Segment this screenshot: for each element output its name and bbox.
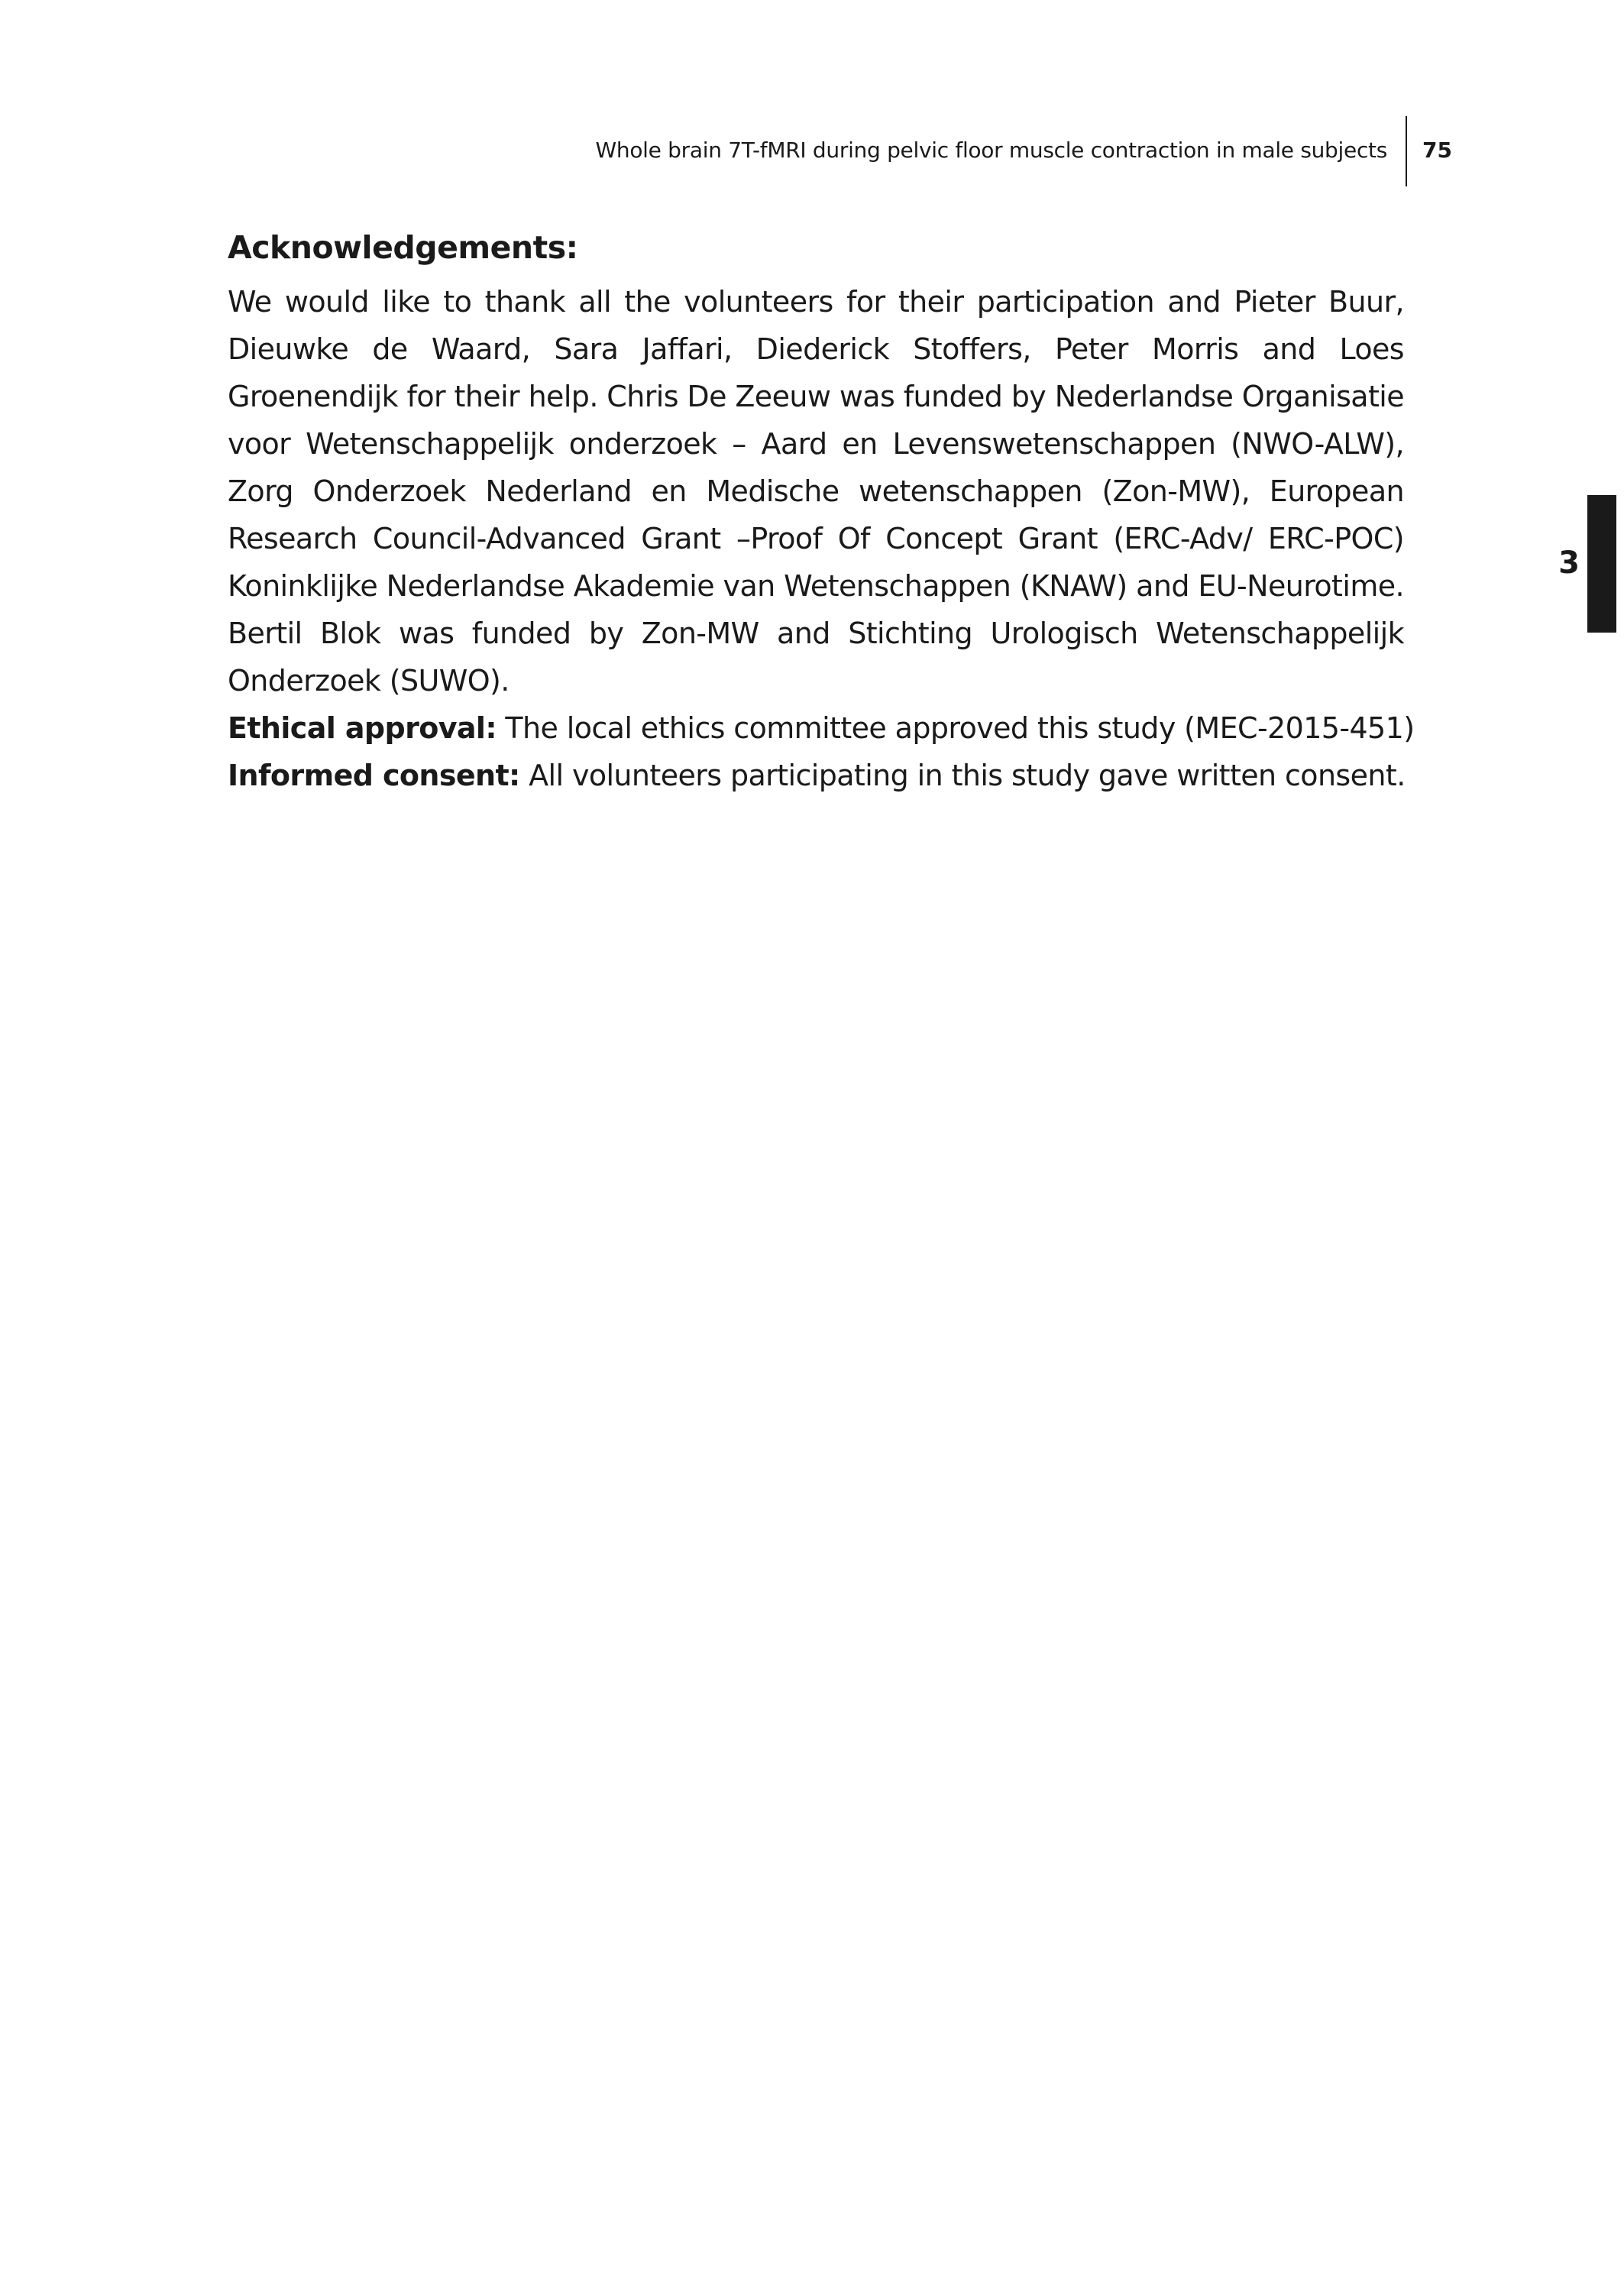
ethical-approval-label: Ethical approval:	[228, 711, 497, 745]
header-divider	[1406, 116, 1407, 186]
informed-consent-text: All volunteers participating in this study gave written consent.	[519, 759, 1406, 792]
chapter-tab-marker	[1587, 495, 1616, 633]
running-head-title: Whole brain 7T-fMRI during pelvic floor muscle contraction in male subjects	[595, 138, 1387, 163]
acknowledgements-heading: Acknowledgements:	[228, 229, 578, 266]
ethical-approval-text: The local ethics committee approved this study (MEC-2015-451)	[496, 711, 1415, 745]
informed-consent-statement	[228, 752, 1404, 799]
acknowledgements-paragraph: We would like to thank all the volunteers for their participation and Pieter Buur, Dieuwke de Waard, Sara Jaffari, Diederick Stoffers, Peter Morris and Loes Groenendijk for their help. Chris De Zeeuw was funded by Nederlandse Organisatie voor Wetenschappelijk onderzoek – Aard en Levenswetenschappen (NWO-ALW), Zorg Onderzoek Nederland en Medische wetenschappen (Zon-MW), European Research Council-Advanced Grant –Proof Of Concept Grant (ERC-Adv/ ERC-POC) Koninklijke Nederlandse Akademie van Wetenschappen (KNAW) and EU-Neurotime. Bertil Blok was funded by Zon-MW and Stichting Urologisch Wetenschappelijk Onderzoek (SUWO).	[228, 285, 1404, 698]
page-content	[228, 223, 1415, 799]
chapter-number: 3	[1558, 545, 1580, 581]
ethical-approval-statement	[228, 704, 1415, 752]
informed-consent-label: Informed consent:	[228, 759, 520, 792]
page-number: 75	[1422, 138, 1452, 163]
